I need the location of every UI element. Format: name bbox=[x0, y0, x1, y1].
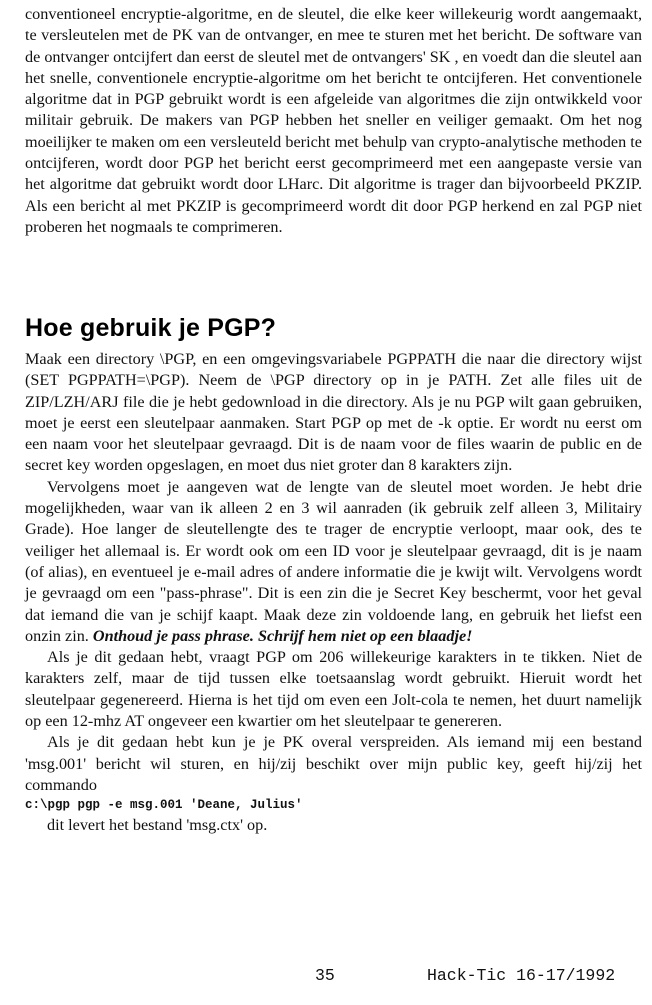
page-footer bbox=[0, 966, 652, 990]
paragraph-distribute: Als je dit gedaan hebt kun je je PK overal verspreiden. Als iemand mij een bestand 'msg.001' bericht wil sturen, en hij/zij beschikt over mijn public key, geeft hij/zij het commando bbox=[25, 733, 642, 794]
paragraph-setup: Maak een directory \PGP, en een omgevingsvariabele PGPPATH die naar die directory wijst (SET PGPPATH=\PGP). Neem de \PGP directory op in je PATH. Zet alle files uit de ZIP/LZH/ARJ file die je hebt gedownload in die directory. Als je nu PGP wilt gaan gebruiken, moet je eerst een sleutelpaar aanmaken. Start PGP op met de -k optie. Er wordt nu eerst om een naam voor het sleutelpaar gevraagd. Dit is de naam voor de files waarin de public en de secret key worden opgeslagen, en moet dus niet groter dan 8 karakters zijn. bbox=[25, 350, 642, 475]
page-number: 35 bbox=[315, 966, 335, 985]
intro-block bbox=[25, 4, 642, 238]
section-body bbox=[25, 349, 642, 836]
section-heading: Hoe gebruik je PGP? bbox=[25, 314, 277, 342]
paragraph-keylength bbox=[25, 477, 642, 647]
paragraph-result: dit levert het bestand 'msg.ctx' op. bbox=[47, 816, 268, 835]
command-line: c:\pgp pgp -e msg.001 'Deane, Julius' bbox=[25, 798, 303, 813]
intro-paragraph: conventioneel encryptie-algoritme, en de sleutel, die elke keer willekeurig wordt aangemaakt, te versleutelen met de PK van de ontvanger, en mee te sturen met het bericht. De software van de ontvanger ontcijfert dan eerst de sleutel met de ontvangers' SK , en voedt dan die sleutel aan het snelle, conventionele encryptie-algoritme om het bericht te ontcijferen. Het conventionele algoritme dat in PGP gebruikt wordt is een afgeleide van algoritmes die zijn ontwikkeld voor militair gebruik. De makers van PGP hebben het sneller en veiliger gemaakt. Om het nog moeilijker te maken om een versleuteld bericht met behulp van crypto-analytische methoden te ontcijferen, wordt door PGP het bericht eerst gecomprimeerd met een aangepaste versie van het algoritme dat gebruikt wordt door LHarc. Dit algoritme is trager dan bijvoorbeeld PKZIP. Als een bericht al met PKZIP is gecomprimeerd wordt dit door PGP herkend en zal PGP niet proberen het nogmaals te comprimeren. bbox=[25, 5, 642, 236]
magazine-issue: Hack-Tic 16-17/1992 bbox=[427, 966, 616, 985]
passphrase-warning: Onthoud je pass phrase. Schrijf hem niet op een blaadje! bbox=[92, 626, 473, 645]
paragraph-keylength-text: Vervolgens moet je aangeven wat de lengte van de sleutel moet worden. Je hebt drie mogelijkheden, waar van ik alleen 2 en 3 wil aanraden (ik gebruik zelf alleen 3, Militairy Grade). Hoe langer de sleutellengte des te trager de encryptie verloopt, maar ook, des te veiliger het allemaal is. Er wordt ook om een ID voor je sleutelpaar gevraagd, dit is je naam (of alias), en eventueel je e-mail adres of andere informatie die je kwijt wilt. Vervolgens wordt je gevraagd om een "pass-phrase". Dit is een zin die je Secret Key beschermt, voor het geval dat iemand die van je schijf kaapt. Maak deze zin voldoende lang, en gebruik het liefst een onzin zin. bbox=[25, 477, 642, 645]
paragraph-random-keys: Als je dit gedaan hebt, vraagt PGP om 206 willekeurige karakters in te tikken. Niet de karakters zelf, maar de tijd tussen elke toetsaanslag wordt gebruikt. Hieruit wordt het sleutelpaar gegenereerd. Hierna is het tijd om even een Jolt-cola te nemen, het duurt namelijk op een 12-mhz AT ongeveer een kwartier om het sleutelpaar te genereren. bbox=[25, 648, 642, 731]
